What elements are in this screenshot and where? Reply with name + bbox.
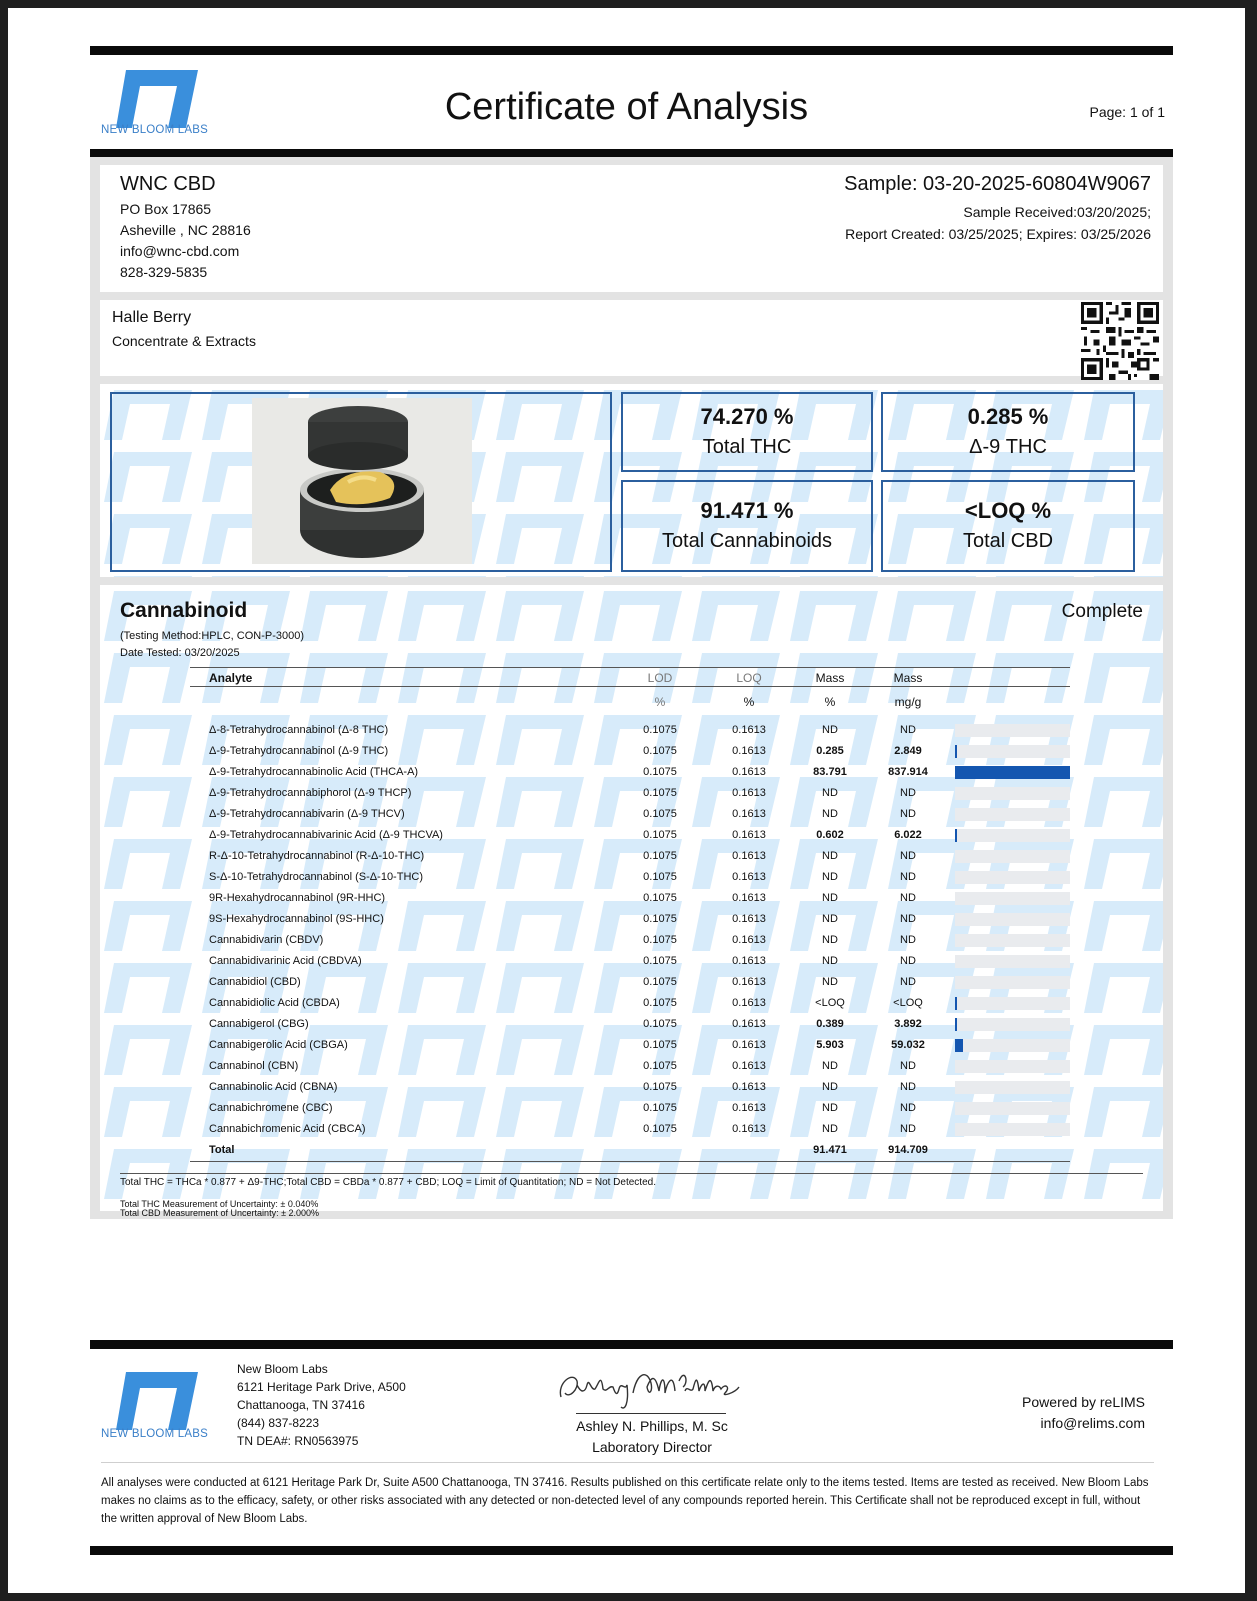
analyte-cell: Cannabigerol (CBG) (209, 1018, 309, 1030)
d9-thc-value: 0.285 % (967, 404, 1049, 429)
mass-bar (955, 1039, 963, 1052)
lod-cell: 0.1075 (643, 871, 677, 883)
mass-bar-track (955, 1102, 1070, 1115)
mass-pct-cell: ND (822, 1123, 838, 1135)
mass-bar-track (955, 1123, 1070, 1136)
mass-pct-cell: 0.602 (816, 829, 844, 841)
mass-bar-track (955, 829, 1070, 842)
disclaimer-rule (101, 1462, 1154, 1463)
page-title: Certificate of Analysis (444, 86, 809, 128)
total-thc-card (621, 392, 873, 472)
mass-pct-cell: ND (822, 1102, 838, 1114)
lod-cell: 0.1075 (643, 976, 677, 988)
mass-pct-cell: 0.285 (816, 745, 844, 757)
footer-lab-city: Chattanooga, TN 37416 (237, 1398, 365, 1412)
table-row (100, 741, 1183, 762)
loq-cell: 0.1613 (732, 829, 766, 841)
lod-cell: 0.1075 (643, 787, 677, 799)
footer-lab-address: 6121 Heritage Park Drive, A500 (237, 1380, 406, 1394)
footer-lab-logo (116, 1372, 200, 1434)
analyte-cell: Cannabigerolic Acid (CBGA) (209, 1039, 348, 1051)
analyte-cell: Cannabidiolic Acid (CBDA) (209, 997, 340, 1009)
loq-cell: 0.1613 (732, 913, 766, 925)
table-row (100, 720, 1183, 741)
mass-pct-cell: ND (822, 871, 838, 883)
date-tested: Date Tested: 03/20/2025 (120, 647, 240, 659)
table-row (100, 1056, 1183, 1077)
mass-mg-cell: ND (900, 1123, 916, 1135)
analyte-cell: Cannabinolic Acid (CBNA) (209, 1081, 338, 1093)
mass-pct-cell: ND (822, 892, 838, 904)
loq-cell: 0.1613 (732, 997, 766, 1009)
signer-title: Laboratory Director (592, 1439, 712, 1455)
mass-pct-cell: ND (822, 934, 838, 946)
table-bottom-rule (190, 1161, 1070, 1162)
client-section (100, 165, 1163, 292)
mass-pct-cell: ND (822, 808, 838, 820)
lod-cell: 0.1075 (643, 934, 677, 946)
unit-mass-mg: mg/g (894, 695, 922, 709)
page-number: Page: 1 of 1 (1089, 104, 1165, 120)
mass-bar-track (955, 955, 1070, 968)
table-top-rule (190, 667, 1070, 668)
mass-bar-track (955, 913, 1070, 926)
mass-mg-cell: 6.022 (894, 829, 922, 841)
mass-pct-cell: 0.389 (816, 1018, 844, 1030)
mass-mg-cell: ND (900, 1102, 916, 1114)
mass-bar-track (955, 850, 1070, 863)
analyte-cell: 9R-Hexahydrocannabinol (9R-HHC) (209, 892, 386, 904)
loq-cell: 0.1613 (732, 1123, 766, 1135)
total-pct: 91.471 (813, 1144, 847, 1156)
table-row (100, 1014, 1183, 1035)
uncertainty-thc: Total THC Measurement of Uncertainty: ± 0.040% (120, 1199, 319, 1209)
table-row (100, 867, 1183, 888)
loq-cell: 0.1613 (732, 892, 766, 904)
lod-cell: 0.1075 (643, 1018, 677, 1030)
lod-cell: 0.1075 (643, 829, 677, 841)
header-rule (90, 149, 1173, 157)
mass-mg-cell: <LOQ (893, 997, 923, 1009)
footer-lab-name: New Bloom Labs (237, 1362, 328, 1376)
mass-pct-cell: ND (822, 955, 838, 967)
mass-pct-cell: 83.791 (813, 766, 847, 778)
header-lod: LOD (647, 671, 673, 685)
product-name: Halle Berry (112, 309, 192, 326)
product-category: Concentrate & Extracts (112, 333, 256, 349)
lod-cell: 0.1075 (643, 808, 677, 820)
client-phone: 828-329-5835 (120, 264, 208, 280)
mass-bar-track (955, 934, 1070, 947)
analyte-cell: 9S-Hexahydrocannabinol (9S-HHC) (209, 913, 384, 925)
lod-cell: 0.1075 (643, 1039, 677, 1051)
sample-received: Sample Received:03/20/2025; (963, 204, 1151, 220)
mass-pct-cell: ND (822, 976, 838, 988)
mass-pct-cell: ND (822, 724, 838, 736)
powered-email[interactable]: info@relims.com (1040, 1415, 1145, 1431)
lod-cell: 0.1075 (643, 850, 677, 862)
testing-method: (Testing Method:HPLC, CON-P-3000) (120, 630, 305, 642)
lod-cell: 0.1075 (643, 766, 677, 778)
table-row (100, 951, 1183, 972)
lod-cell: 0.1075 (643, 1060, 677, 1072)
footer-rule (90, 1340, 1173, 1349)
header-mass-pct: Mass (815, 671, 845, 685)
mass-mg-cell: 59.032 (891, 1039, 925, 1051)
mass-bar-track (955, 997, 1070, 1010)
mass-bar-track (955, 976, 1070, 989)
mass-bar-track (955, 1018, 1070, 1031)
mass-mg-cell: 2.849 (894, 745, 922, 757)
mass-bar-track (955, 1081, 1070, 1094)
analyte-cell: Δ-8-Tetrahydrocannabinol (Δ-8 THC) (209, 724, 389, 736)
calc-note: Total THC = THCa * 0.877 + Δ9-THC;Total CBD = CBDa * 0.877 + CBD; LOQ = Limit of Quantitation; ND = Not Detected. (120, 1177, 656, 1188)
analyte-cell: Cannabidivarin (CBDV) (209, 934, 324, 946)
mass-mg-cell: 3.892 (894, 1018, 922, 1030)
lod-cell: 0.1075 (643, 724, 677, 736)
analyte-cell: Δ-9-Tetrahydrocannabiphorol (Δ-9 THCP) (209, 787, 412, 799)
top-rule (90, 46, 1173, 55)
table-row (100, 1098, 1183, 1119)
logo-text: NEW BLOOM LABS (101, 124, 208, 136)
client-name: WNC CBD (120, 173, 216, 195)
total-mg: 914.709 (888, 1144, 928, 1156)
analyte-cell: Cannabichromenic Acid (CBCA) (209, 1123, 366, 1135)
analyte-cell: Cannabichromene (CBC) (209, 1102, 333, 1114)
loq-cell: 0.1613 (732, 787, 766, 799)
mass-bar (955, 745, 957, 758)
mass-bar-track (955, 724, 1070, 737)
total-label: Total (209, 1144, 235, 1156)
analyte-cell: Cannabidivarinic Acid (CBDVA) (209, 955, 362, 967)
mass-bar (955, 997, 957, 1010)
mass-bar (955, 1018, 957, 1031)
analyte-cell: Δ-9-Tetrahydrocannabinolic Acid (THCA-A) (209, 766, 419, 778)
client-city: Asheville , NC 28816 (120, 222, 251, 238)
unit-mass-pct: % (824, 695, 836, 709)
analyte-cell: Cannabinol (CBN) (209, 1060, 299, 1072)
mass-pct-cell: 5.903 (816, 1039, 844, 1051)
mass-bar-track (955, 745, 1070, 758)
analyte-cell: Δ-9-Tetrahydrocannabivarinic Acid (Δ-9 THCVA) (209, 829, 443, 841)
client-email: info@wnc-cbd.com (120, 243, 240, 259)
table-row (100, 1119, 1183, 1140)
mass-mg-cell: ND (900, 934, 916, 946)
mass-bar-track (955, 1060, 1070, 1073)
table-row (100, 972, 1183, 993)
loq-cell: 0.1613 (732, 1039, 766, 1051)
footer-lab-dea: TN DEA#: RN0563975 (237, 1434, 359, 1448)
uncertainty-cbd: Total CBD Measurement of Uncertainty: ± 2.000% (120, 1208, 320, 1218)
certificate-page (8, 8, 1245, 1593)
table-row (100, 804, 1183, 825)
mass-bar-track (955, 808, 1070, 821)
note-rule (120, 1173, 1143, 1174)
sample-id: Sample: 03-20-2025-60804W9067 (844, 173, 1151, 195)
signer-name: Ashley N. Phillips, M. Sc (576, 1418, 728, 1434)
total-cannabinoids-value: 91.471 % (700, 498, 794, 523)
loq-cell: 0.1613 (732, 850, 766, 862)
mass-mg-cell: ND (900, 871, 916, 883)
loq-cell: 0.1613 (732, 808, 766, 820)
mass-bar-track (955, 766, 1070, 779)
report-dates: Report Created: 03/25/2025; Expires: 03/25/2026 (845, 226, 1151, 242)
loq-cell: 0.1613 (732, 766, 766, 778)
loq-cell: 0.1613 (732, 745, 766, 757)
mass-pct-cell: ND (822, 1060, 838, 1072)
product-photo (252, 398, 472, 564)
table-row (100, 825, 1183, 846)
table-row (100, 783, 1183, 804)
total-cbd-label: Total CBD (962, 530, 1054, 552)
loq-cell: 0.1613 (732, 724, 766, 736)
loq-cell: 0.1613 (732, 976, 766, 988)
loq-cell: 0.1613 (732, 934, 766, 946)
unit-loq: % (743, 695, 755, 709)
mass-bar-track (955, 871, 1070, 884)
mass-mg-cell: ND (900, 913, 916, 925)
total-row (100, 1140, 1183, 1161)
table-row (100, 1077, 1183, 1098)
d9-thc-card (881, 392, 1135, 472)
table-row (100, 888, 1183, 909)
lod-cell: 0.1075 (643, 745, 677, 757)
qr-code-icon (1081, 302, 1159, 380)
table-row (100, 1035, 1183, 1056)
header-mass-mg: Mass (893, 671, 923, 685)
mass-pct-cell: ND (822, 913, 838, 925)
analyte-cell: Δ-9-Tetrahydrocannabivarin (Δ-9 THCV) (209, 808, 405, 820)
lod-cell: 0.1075 (643, 1102, 677, 1114)
header-rule (190, 686, 1070, 687)
results-table (100, 585, 1163, 1218)
bottom-rule (90, 1546, 1173, 1555)
d9-thc-label: Δ-9 THC (969, 436, 1047, 458)
director-signature (555, 1363, 745, 1413)
analyte-cell: Δ-9-Tetrahydrocannabinol (Δ-9 THC) (209, 745, 389, 757)
unit-lod: % (654, 695, 666, 709)
total-cbd-card (881, 480, 1135, 572)
loq-cell: 0.1613 (732, 871, 766, 883)
signature-line (576, 1413, 726, 1414)
lod-cell: 0.1075 (643, 1081, 677, 1093)
mass-bar-track (955, 1039, 1070, 1052)
mass-mg-cell: ND (900, 787, 916, 799)
mass-pct-cell: ND (822, 850, 838, 862)
loq-cell: 0.1613 (732, 1102, 766, 1114)
mass-mg-cell: 837.914 (888, 766, 928, 778)
mass-bar (955, 766, 1070, 779)
mass-mg-cell: ND (900, 976, 916, 988)
table-row (100, 909, 1183, 930)
analyte-cell: S-Δ-10-Tetrahydrocannabinol (S-Δ-10-THC) (209, 871, 423, 883)
lod-cell: 0.1075 (643, 1123, 677, 1135)
disclaimer: All analyses were conducted at 6121 Heritage Park Dr, Suite A500 Chattanooga, TN 37416. Results published on this certificate relate only to the items tested. Items are tested as received. New Bloom Labs makes no claims as to the efficacy, safety, or other risks associated with any detected or non-detected level of any compounds reported herein. This Certificate shall not be reproduced except in full, without the written approval of New Bloom Labs. (101, 1477, 1149, 1525)
total-cbd-value: <LOQ % (964, 498, 1052, 523)
mass-mg-cell: ND (900, 1081, 916, 1093)
analyte-cell: R-Δ-10-Tetrahydrocannabinol (R-Δ-10-THC) (209, 850, 425, 862)
mass-bar-track (955, 892, 1070, 905)
header-loq: LOQ (736, 671, 762, 685)
loq-cell: 0.1613 (732, 1081, 766, 1093)
total-thc-label: Total THC (702, 436, 792, 458)
mass-mg-cell: ND (900, 808, 916, 820)
total-thc-value: 74.270 % (700, 404, 794, 429)
mass-pct-cell: ND (822, 1081, 838, 1093)
mass-pct-cell: <LOQ (815, 997, 845, 1009)
total-cannabinoids-card (621, 480, 873, 572)
table-row (100, 993, 1183, 1014)
header-analyte: Analyte (209, 671, 253, 685)
product-section (100, 300, 1163, 376)
mass-mg-cell: ND (900, 850, 916, 862)
total-cannabinoids-label: Total Cannabinoids (661, 530, 833, 552)
mass-mg-cell: ND (900, 1060, 916, 1072)
summary-section (100, 384, 1163, 577)
section-status: Complete (1061, 601, 1143, 622)
mass-mg-cell: ND (900, 892, 916, 904)
mass-bar (955, 829, 957, 842)
mass-mg-cell: ND (900, 955, 916, 967)
analyte-cell: Cannabidiol (CBD) (209, 976, 301, 988)
table-row (100, 930, 1183, 951)
loq-cell: 0.1613 (732, 1018, 766, 1030)
loq-cell: 0.1613 (732, 955, 766, 967)
table-row (100, 762, 1183, 783)
mass-mg-cell: ND (900, 724, 916, 736)
lod-cell: 0.1075 (643, 892, 677, 904)
client-address: PO Box 17865 (120, 201, 212, 217)
section-title: Cannabinoid (120, 599, 248, 622)
footer-logo-text: NEW BLOOM LABS (101, 1428, 208, 1440)
footer-lab-phone: (844) 837-8223 (237, 1416, 320, 1430)
mass-pct-cell: ND (822, 787, 838, 799)
lod-cell: 0.1075 (643, 955, 677, 967)
mass-bar-track (955, 787, 1070, 800)
lod-cell: 0.1075 (643, 997, 677, 1009)
lod-cell: 0.1075 (643, 913, 677, 925)
powered-by: Powered by reLIMS (1022, 1394, 1145, 1410)
loq-cell: 0.1613 (732, 1060, 766, 1072)
table-row (100, 846, 1183, 867)
